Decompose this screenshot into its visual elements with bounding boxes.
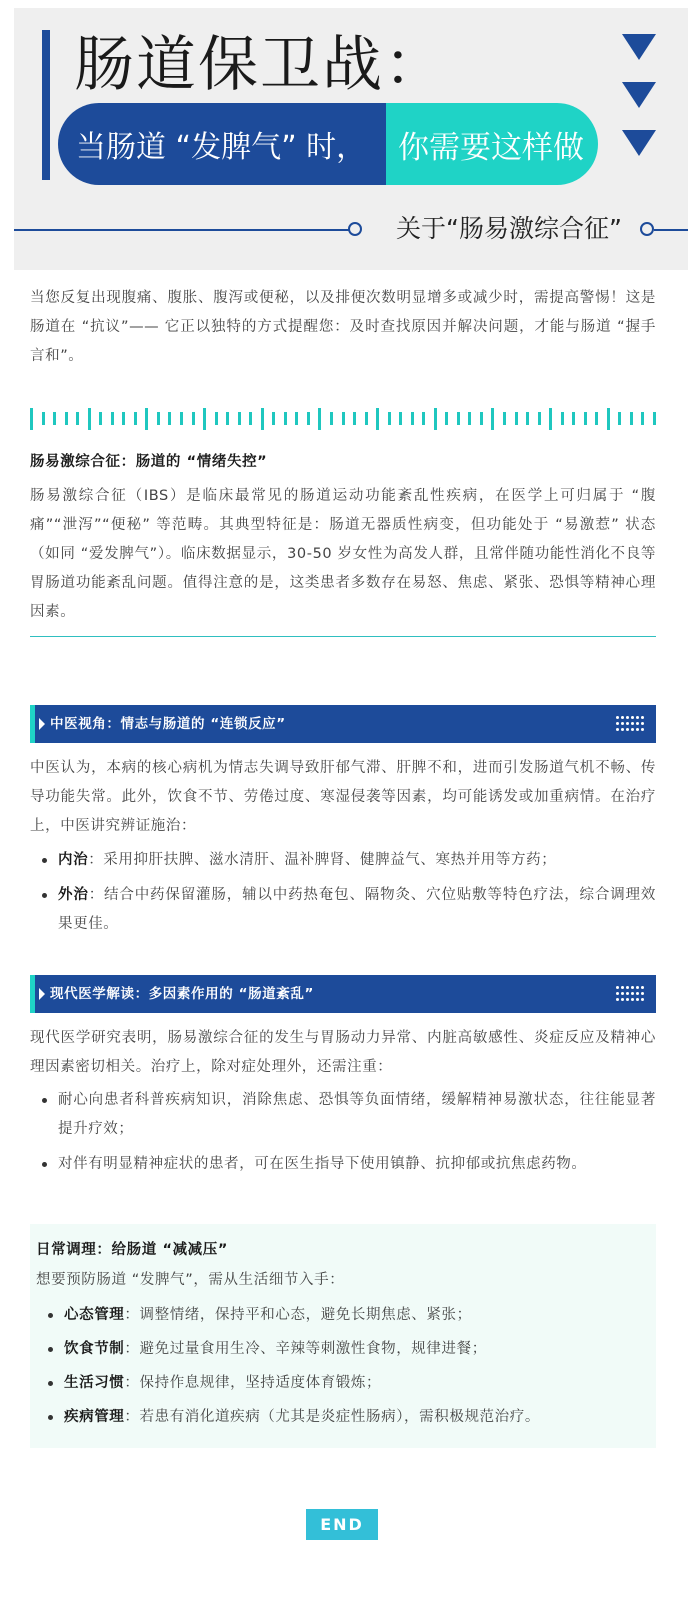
- tick-mark: [376, 408, 379, 430]
- list-item: 耐心向患者科普疾病知识，消除焦虑、恐惧等负面情绪，缓解精神易激状态，往往能显著提升疗效；: [30, 1086, 656, 1144]
- daily-care-heading: 日常调理：给肠道 “减减压”: [36, 1242, 229, 1258]
- tick-mark: [468, 412, 471, 425]
- section-bar-tcm: [30, 705, 656, 743]
- tick-mark: [607, 408, 610, 430]
- tick-mark: [249, 412, 252, 425]
- list-item-text: ：若患有消化道疾病（尤其是炎症性肠病），需积极规范治疗。: [124, 1409, 540, 1425]
- bar-accent: [30, 705, 35, 743]
- tick-mark: [238, 412, 241, 425]
- tick-mark: [168, 412, 171, 425]
- tick-mark: [111, 412, 114, 425]
- circle-icon: [640, 222, 654, 236]
- tick-mark: [122, 412, 125, 425]
- page-title: 肠道保卫战：: [74, 30, 446, 100]
- section-body-ibs: 肠易激综合征（IBS）是临床最常见的肠道运动功能紊乱性疾病，在医学上可归属于 “腹痛”“泄泻”“便秘” 等范畴。其典型特征是：肠道无器质性病变，但功能处于 “易激惹” 状态（如同 “爱发脾气”）。临床数据显示，30-50 岁女性为高发人群，且常伴随功能性消化不良等胃肠道功能紊乱问题。值得注意的是，这类患者多数存在易怒、焦虑、紧张、恐惧等精神心理因素。: [30, 488, 656, 620]
- tick-mark: [145, 408, 148, 430]
- header-banner: [14, 8, 688, 270]
- header-subtitle: 关于“肠易激综合征”: [396, 214, 622, 243]
- tick-mark: [307, 412, 310, 425]
- tick-mark: [399, 412, 402, 425]
- section-bar-modern: [30, 975, 656, 1013]
- tick-mark: [88, 408, 91, 430]
- tick-mark: [480, 412, 483, 425]
- tick-mark: [30, 408, 33, 430]
- tick-mark: [76, 412, 79, 425]
- tick-mark: [53, 412, 56, 425]
- list-item-text: ：保持作息规律，坚持适度体育锻炼；: [124, 1375, 382, 1391]
- tick-mark: [388, 412, 391, 425]
- list-item: [30, 1332, 650, 1366]
- tick-mark: [157, 412, 160, 425]
- dot-grid-icon: [616, 716, 646, 732]
- subtitle-pill: [58, 103, 598, 185]
- daily-care-intro: 想要预防肠道 “发脾气”，需从生活细节入手：: [36, 1272, 345, 1288]
- tick-mark: [261, 408, 264, 430]
- tick-mark: [526, 412, 529, 425]
- header-rule-right: [654, 229, 688, 231]
- list-item-term: 外治: [58, 887, 89, 903]
- tick-mark: [272, 412, 275, 425]
- list-item-term: 心态管理: [64, 1307, 125, 1323]
- down-triangle-icon: [622, 82, 656, 108]
- tick-mark: [422, 412, 425, 425]
- tick-mark: [215, 412, 218, 425]
- tick-mark: [445, 412, 448, 425]
- list-item-term: 生活习惯: [64, 1375, 125, 1391]
- tick-mark: [65, 412, 68, 425]
- circle-icon: [348, 222, 362, 236]
- section-heading-ibs: 肠易激综合征：肠道的 “情绪失控”: [30, 454, 268, 470]
- intro-paragraph: 当您反复出现腹痛、腹胀、腹泻或便秘，以及排便次数明显增多或减少时，需提高警惕！这是肠道在 “抗议”—— 它正以独特的方式提醒您：及时查找原因并解决问题，才能与肠道 “握手言和”。: [30, 290, 656, 364]
- list-item: [30, 1298, 650, 1332]
- daily-care-list: [30, 1298, 650, 1434]
- list-item-term: 饮食节制: [64, 1341, 125, 1357]
- tick-mark: [318, 408, 321, 430]
- list-item: [30, 1400, 650, 1434]
- tick-mark: [641, 412, 644, 425]
- tick-mark: [226, 412, 229, 425]
- tick-mark: [561, 412, 564, 425]
- tick-mark: [630, 412, 633, 425]
- list-item: [30, 881, 656, 939]
- tick-mark: [434, 408, 437, 430]
- list-item-term: 疾病管理: [64, 1409, 125, 1425]
- list-item-text: ：结合中药保留灌肠，辅以中药热奄包、隔物灸、穴位贴敷等特色疗法，综合调理效果更佳。: [58, 887, 656, 932]
- tick-mark: [515, 412, 518, 425]
- tick-mark: [365, 412, 368, 425]
- tick-mark: [353, 412, 356, 425]
- tick-mark: [572, 412, 575, 425]
- tick-mark: [99, 412, 102, 425]
- modern-treatment-list: [30, 1086, 656, 1179]
- tcm-treatment-list: [30, 846, 656, 939]
- section-bar-label: 中医视角：情志与肠道的 “连锁反应”: [50, 716, 286, 732]
- section-bar-label: 现代医学解读：多因素作用的 “肠道紊乱”: [50, 986, 314, 1002]
- tick-mark: [549, 408, 552, 430]
- dot-grid-icon: [616, 986, 646, 1002]
- end-badge: END: [306, 1509, 378, 1540]
- section-body-tcm: 中医认为，本病的核心病机为情志失调导致肝郁气滞、肝脾不和，进而引发肠道气机不畅、传导功能失常。此外，饮食不节、劳倦过度、寒湿侵袭等因素，均可能诱发或加重病情。在治疗上，中医讲究辨证施治：: [30, 760, 656, 834]
- tick-mark: [134, 412, 137, 425]
- title-accent-bar: [42, 30, 50, 180]
- list-item: [30, 1366, 650, 1400]
- daily-care-box: [30, 1224, 656, 1448]
- tick-mark: [584, 412, 587, 425]
- tick-mark: [595, 412, 598, 425]
- list-item-term: 内治: [58, 852, 89, 868]
- tick-mark: [203, 408, 206, 430]
- tick-mark: [411, 412, 414, 425]
- pill-right-text: 你需要这样做: [386, 103, 598, 185]
- tick-mark: [192, 412, 195, 425]
- caret-right-icon: [39, 718, 45, 730]
- tick-mark: [284, 412, 287, 425]
- tick-mark: [491, 408, 494, 430]
- pill-left-text: 当肠道 “发脾气” 时，: [58, 103, 386, 185]
- header-rule-left: [14, 229, 350, 231]
- tick-mark: [538, 412, 541, 425]
- tick-mark: [653, 412, 656, 425]
- list-item-text: ：避免过量食用生冷、辛辣等刺激性食物，规律进餐；: [124, 1341, 487, 1357]
- section-body-modern: 现代医学研究表明，肠易激综合征的发生与胃肠动力异常、内脏高敏感性、炎症反应及精神心理因素密切相关。治疗上，除对症处理外，还需注重：: [30, 1030, 656, 1075]
- list-item-text: ：采用抑肝扶脾、滋水清肝、温补脾肾、健脾益气、寒热并用等方药；: [88, 852, 557, 868]
- decorative-tick-divider: [30, 406, 656, 430]
- list-item-text: ：调整情绪，保持平和心态，避免长期焦虑、紧张；: [124, 1307, 472, 1323]
- tick-mark: [330, 412, 333, 425]
- tick-mark: [457, 412, 460, 425]
- down-triangle-icon: [622, 34, 656, 60]
- tick-mark: [180, 412, 183, 425]
- tick-mark: [618, 412, 621, 425]
- down-triangle-icon: [622, 130, 656, 156]
- tick-mark: [503, 412, 506, 425]
- section-divider: [30, 636, 656, 637]
- list-item: [30, 846, 656, 875]
- list-item: 对伴有明显精神症状的患者，可在医生指导下使用镇静、抗抑郁或抗焦虑药物。: [30, 1150, 656, 1179]
- caret-right-icon: [39, 988, 45, 1000]
- tick-mark: [42, 412, 45, 425]
- tick-mark: [295, 412, 298, 425]
- bar-accent: [30, 975, 35, 1013]
- tick-mark: [342, 412, 345, 425]
